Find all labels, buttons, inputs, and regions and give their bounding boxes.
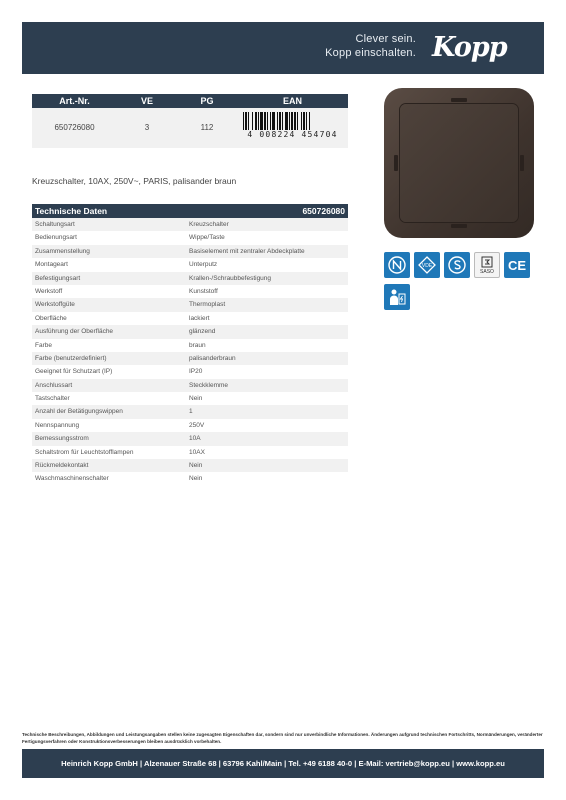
tech-data-value: glänzend [189, 328, 216, 336]
tech-data-value: palisanderbraun [189, 354, 236, 362]
tech-data-key: Waschmaschinenschalter [35, 475, 109, 483]
tech-data-value: Nein [189, 475, 203, 483]
barcode-bar [245, 112, 247, 130]
ve-value: 3 [144, 123, 150, 132]
article-row [32, 108, 348, 148]
header-ean: EAN [282, 96, 302, 106]
tech-data-key: Oberfläche [35, 314, 67, 322]
header-banner [22, 22, 544, 74]
tech-data-key: Farbe (benutzerdefiniert) [35, 354, 107, 362]
s-mark-icon [444, 252, 470, 278]
tech-data-row [32, 446, 348, 459]
product-image [384, 88, 534, 238]
barcode-bar [272, 112, 275, 130]
barcode-bar [291, 112, 293, 130]
tech-data-row [32, 258, 348, 271]
tech-data-value: lackiert [189, 314, 210, 322]
tech-data-row [32, 339, 348, 352]
barcode-bar [301, 112, 302, 130]
tagline-line-1: Clever sein. [355, 33, 416, 45]
footer-contact: Heinrich Kopp GmbH | Alzenauer Straße 68 | 63796 Kahl/Main | Tel. +49 6188 40-0 | E-Mail: vertrieb@kopp.eu | www.kopp.eu [22, 749, 544, 778]
switch-rocker [400, 104, 518, 222]
barcode-bar [309, 112, 310, 130]
frame-notch-top [451, 98, 467, 102]
barcode-bar [297, 112, 298, 130]
header-pg: PG [200, 96, 214, 106]
tech-data-key: Montageart [35, 261, 68, 269]
tech-data-row [32, 231, 348, 244]
barcode-bar [277, 112, 278, 130]
tagline-line-2: Kopp einschalten. [325, 47, 416, 59]
tech-data-row [32, 459, 348, 472]
barcode-bar [260, 112, 263, 130]
tech-data-value: Nein [189, 395, 203, 403]
barcode-bar [243, 112, 244, 130]
kopp-logo [432, 34, 532, 64]
tech-data-key: Schaltungsart [35, 221, 75, 228]
article-table [32, 94, 348, 148]
barcode-bar [252, 112, 253, 130]
tech-data-row [32, 272, 348, 285]
tech-data-row [32, 352, 348, 365]
tech-data-value: Krallen-/Schraubbefestigung [189, 274, 272, 282]
ce-mark-icon: CE [504, 252, 530, 278]
tech-data-value: braun [189, 341, 206, 349]
ean-barcode [237, 108, 348, 148]
frame-notch-right [520, 155, 524, 171]
barcode-bar [258, 112, 259, 130]
barcode-bar [294, 112, 296, 130]
tech-data-key: Geeignet für Schutzart (IP) [35, 368, 113, 376]
tech-data-key: Zusammenstellung [35, 247, 90, 255]
product-description: Kreuzschalter, 10AX, 250V~, PARIS, palisander braun [32, 176, 237, 186]
tech-data-key: Befestigungsart [35, 274, 81, 282]
frame-notch-bottom [451, 224, 467, 228]
barcode-bar [289, 112, 290, 130]
tech-data-key: Bemessungsstrom [35, 435, 89, 443]
article-table-header [32, 94, 348, 108]
tech-data-value: Nein [189, 462, 203, 470]
tech-data-row [32, 365, 348, 378]
tech-data-article: 650726080 [302, 206, 345, 216]
tech-data-row [32, 379, 348, 392]
barcode-bar [255, 112, 257, 130]
tech-data-key: Nennspannung [35, 421, 80, 429]
tech-data-row [32, 472, 348, 485]
tech-data-value: 10AX [189, 448, 205, 456]
tech-data-value: Steckklemme [189, 381, 229, 389]
tech-data-value: 1 [189, 408, 193, 416]
saso-icon [474, 252, 500, 278]
pg-value: 112 [200, 123, 214, 132]
tech-data-value: 250V [189, 421, 205, 429]
tech-data-value: Thermoplast [189, 301, 226, 309]
tech-data-row [32, 432, 348, 445]
tech-data-value: 10A [189, 435, 201, 443]
n-mark-icon [384, 252, 410, 278]
frame-notch-left [394, 155, 398, 171]
tech-data-key: Tastschalter [35, 395, 70, 403]
tech-data-row [32, 312, 348, 325]
barcode-bar [279, 112, 281, 130]
tech-data-row [32, 405, 348, 418]
tech-data-value: Kreuzschalter [189, 221, 229, 228]
tech-data-key: Rückmeldekontakt [35, 462, 89, 470]
tech-data-row [32, 392, 348, 405]
barcode-bar [264, 112, 266, 130]
tech-data-row [32, 285, 348, 298]
barcode-bar [306, 112, 307, 130]
barcode-bar [282, 112, 283, 130]
barcode-bar [270, 112, 271, 130]
tech-data-key: Ausführung der Oberfläche [35, 328, 114, 336]
tech-data-title: Technische Daten [35, 206, 108, 216]
ean-value: 4 008224 454704 [247, 130, 338, 139]
tech-data-row [32, 298, 348, 311]
tech-data-key: Anzahl der Betätigungswippen [35, 408, 123, 416]
art-nr-value: 650726080 [54, 123, 95, 132]
tech-data-value: Kunststoff [189, 287, 218, 295]
vde-icon [414, 252, 440, 278]
svg-text:VDE: VDE [421, 263, 433, 269]
tech-data-key: Werkstoffgüte [35, 301, 75, 309]
tech-data-table [32, 204, 348, 486]
electrician-icon [384, 284, 410, 310]
barcode-bar [248, 112, 249, 130]
tech-data-row [32, 419, 348, 432]
logo-text: Kopp [432, 32, 507, 63]
tech-data-value: Unterputz [189, 261, 218, 269]
tech-data-key: Anschlussart [35, 381, 73, 389]
tech-data-value: IP20 [189, 368, 203, 376]
tech-data-value: Basiselement mit zentraler Abdeckplatte [189, 247, 305, 255]
barcode-bar [285, 112, 288, 130]
tech-data-row [32, 245, 348, 258]
header-art-nr: Art.-Nr. [59, 96, 90, 106]
disclaimer: Technische Beschreibungen, Abbildungen und Leistungsangaben stellen keine zugesagten Eigenschaften dar, sondern sind nur unverbindliche Informationen. Änderungen aufgrund technischen Fortschritts, Normänderungen, veränderter Fertigungsverfahren oder Konstruktionsverbesserungen bleiben ausdrücklich vorbehalten. [22, 732, 543, 744]
tech-data-key: Schaltstrom für Leuchtstofflampen [35, 448, 134, 456]
tech-data-value: Wippe/Taste [189, 234, 225, 242]
barcode-bar [267, 112, 268, 130]
header-ve: VE [140, 96, 153, 106]
saso-label: SASO [480, 269, 494, 275]
tech-data-key: Bedienungsart [35, 234, 77, 242]
barcode-icon [243, 112, 342, 130]
barcode-bar [303, 112, 305, 130]
tech-data-row [32, 218, 348, 231]
tech-data-row [32, 325, 348, 338]
tech-data-key: Werkstoff [35, 287, 63, 295]
tagline [325, 32, 416, 60]
tech-data-header [32, 204, 348, 218]
tech-data-rows [32, 218, 348, 486]
tech-data-key: Farbe [35, 341, 52, 349]
